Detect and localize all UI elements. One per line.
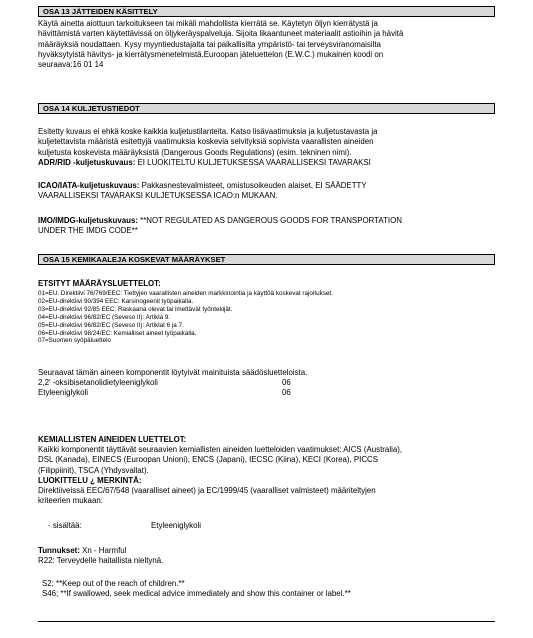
- list-item: 03=EU-direktiivi 92/85 EEC: Raskaana olevat tai imettävät työntekijät.: [38, 305, 233, 313]
- adr-line: [38, 158, 498, 168]
- classification-title: LUOKITTELU ¿ MERKINTÄ:: [38, 476, 142, 485]
- list-item: 04=EU-direktiivi 96/82/EC (Seveso II): Artikla 9.: [38, 313, 171, 321]
- text-line: kriteerien mukaan:: [38, 496, 103, 506]
- text-line: seuraava:16 01 14: [38, 60, 104, 70]
- text-line: kuljetusta koskevista määräyksistä (Dangerous Goods Regulations) (esim. tekninen nimi).: [38, 147, 352, 157]
- text-line: Kaikki komponentit täyttävät seuraavien kemiallisten aineiden luetteloiden vaatimukset: AICS (Australia),: [38, 445, 403, 454]
- icao-text: Pakkasnestevalmisteet, omistusoikeuden alaiset, EI SÄÄDETTY: [139, 181, 367, 190]
- text-line: (Filippiinit), TSCA (Yhdysvallat).: [38, 465, 149, 475]
- symbols-row: [38, 546, 498, 556]
- list-item: 06=EU-direktiivi 98/24/EC: Kemialliset aineet työpaikalla.: [38, 329, 197, 337]
- section-14-text: [38, 127, 498, 168]
- component-name: 2,2' -oksibisetanolidietyleeniglykoli: [38, 378, 158, 387]
- component-code: 06: [282, 388, 291, 397]
- icao-text-2: VAARALLISEKSI TAVARAKSI KULJETUKSESSA ICAO:n MUKAAN.: [38, 191, 278, 201]
- list-item: 05=EU-direktiivi 96/82/EC (Seveso II): Artiklat 6 ja 7.: [38, 321, 184, 329]
- section-13-text: [38, 19, 498, 70]
- list-item: 02=EU-direktiivi 90/394 EEC: Karsinogeenit työpaikalla.: [38, 297, 194, 305]
- component-code: 06: [282, 378, 291, 387]
- text-line: kuljetettavista määristä esitettyjä vaatimuksia koskevia selvityksiä sopivista vaarallisten aineiden: [38, 137, 374, 147]
- section-15-header: OSA 15 KEMIKAALEJA KOSKEVAT MÄÄRÄYKSET: [38, 254, 495, 265]
- contains-value: Etyleeniglykoli: [151, 521, 201, 530]
- text-line: Käytä ainetta aiottuun tarkoitukseen tai mikäli mahdollista kierrätä se. Käytetyn öljyn kierrätystä ja: [38, 19, 378, 28]
- components-intro: Seuraavat tämän aineen komponentit löytyivät mainituista säädösluetteloista.: [38, 368, 308, 377]
- list-item: 01=EU. Direktiivi 76/769/EEC: Tiettyjen vaarallisten aineiden markkinointia ja käyttöä koskevat rajoitukset.: [38, 290, 333, 297]
- section-13-header: OSA 13 JÄTTEIDEN KÄSITTELY: [38, 6, 495, 17]
- classification-text: [38, 486, 498, 507]
- icao-block: [38, 181, 498, 202]
- contains-row: [38, 521, 498, 531]
- symbols-value: Xn - Harmful: [79, 546, 127, 555]
- adr-label: ADR/RID -kuljetuskuvaus:: [38, 157, 136, 167]
- regulation-list: [38, 290, 498, 345]
- adr-text: EI LUOKITELTU KULJETUKSESSA VAARALLISEKSI TAVARAKSI: [135, 157, 371, 167]
- section-14-header: OSA 14 KULJETUSTIEDOT: [38, 103, 495, 114]
- symbols-label: Tunnukset:: [38, 546, 80, 555]
- footer-divider: [38, 621, 495, 622]
- component-row: [38, 378, 498, 388]
- text-line: hävittämistä varten käytettävissä on öljykeräyspalveluja. Sijoita likaantuneet materiaalit astioihin ja hävitä: [38, 29, 404, 39]
- r22-phrase: R22: Terveydelle haitallista nieltynä.: [38, 556, 164, 565]
- inventory-text: [38, 445, 498, 476]
- text-line: Direktiiveissä EEC/67/548 (vaaralliset aineet) ja EC/1999/45 (vaaralliset valmisteet) määriteltyjen: [38, 486, 376, 495]
- text-line: hyväksytyistä hävitys- ja kierrätysmenetelmistä.Euroopan jäteluettelon (E.W.C.) mukainen koodi on: [38, 49, 384, 59]
- lists-title: ETSITYT MÄÄRÄYSLUETTELOT:: [38, 279, 161, 288]
- text-line: Esitetty kuvaus ei ehkä koske kaikkia kuljetustilanteita. Katso lisävaatimuksia ja kuljetustavasta ja: [38, 127, 378, 136]
- text-line: DSL (Kanada), EINECS (Euroopan Unioni), ENCS (Japani), IECSC (Kiina), KECI (Korea), PICCS: [38, 455, 379, 465]
- contains-label: - sisältää:: [48, 521, 82, 530]
- imo-text: **NOT REGULATED AS DANGEROUS GOODS FOR TRANSPORTATION: [137, 216, 402, 225]
- imo-label: IMO/IMDG-kuljetuskuvaus:: [38, 216, 138, 225]
- component-name: Etyleeniglykoli: [38, 388, 88, 397]
- list-item: 07=Suomen syöpäluettelo: [38, 337, 111, 345]
- component-row: [38, 388, 498, 398]
- icao-label: ICAO/IATA-kuljetuskuvaus:: [38, 181, 140, 190]
- text-line: määräyksiä noudattaen. Kysy myyntiedustajalta tai paikallisilta ympäristö- tai terveysviranomaisilta: [38, 39, 381, 49]
- s46-phrase: S46; **If swallowed, seek medical advice immediately and show this container or label.**: [42, 589, 351, 598]
- inventory-title: KEMIALLISTEN AINEIDEN LUETTELOT:: [38, 435, 187, 444]
- imo-text-2: UNDER THE IMDG CODE**: [38, 226, 138, 236]
- imo-block: [38, 216, 498, 237]
- s2-phrase: S2; **Keep out of the reach of children.**: [42, 579, 185, 588]
